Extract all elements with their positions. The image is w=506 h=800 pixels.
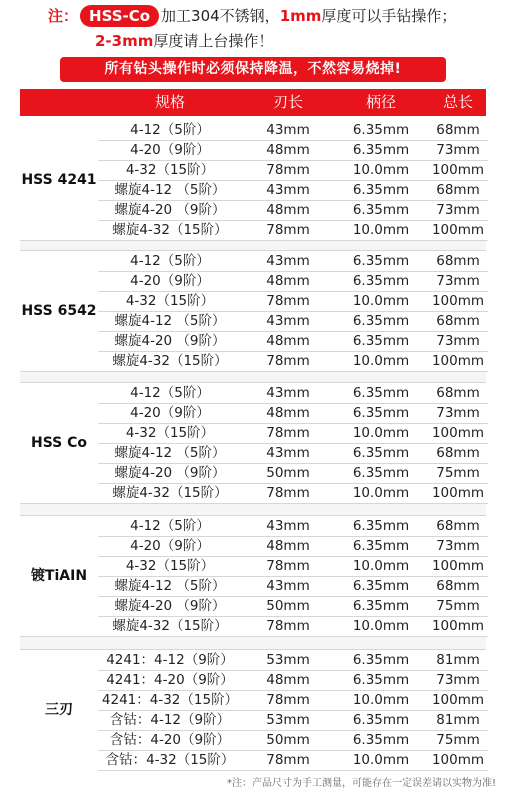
note-prefix: 注： (48, 7, 79, 25)
shank-cell: 6.35mm (352, 445, 410, 461)
total-length-cell: 73mm (436, 273, 480, 289)
spec-cell: 4241：4-32（15阶） (101, 692, 239, 708)
blade-length-cell: 53mm (266, 712, 310, 728)
group-name: HSS Co (30, 435, 88, 451)
total-length-cell: 100mm (431, 425, 485, 441)
blade-length-cell: 48mm (266, 333, 310, 349)
total-length-cell: 100mm (431, 293, 485, 309)
table-row (98, 423, 488, 444)
total-length-cell: 75mm (436, 598, 480, 614)
table-row (98, 556, 488, 577)
table-row (98, 516, 488, 537)
shank-cell: 10.0mm (352, 692, 410, 708)
shank-cell: 6.35mm (352, 313, 410, 329)
group-separator (20, 240, 486, 251)
note-text-1: 加工304不锈钢， (161, 7, 280, 25)
total-length-cell: 100mm (431, 618, 485, 634)
group-4 (20, 650, 488, 770)
shank-cell: 6.35mm (352, 253, 410, 269)
shank-cell: 6.35mm (352, 333, 410, 349)
total-length-cell: 73mm (436, 672, 480, 688)
header-shank: 柄径 (365, 93, 396, 111)
blade-length-cell: 50mm (266, 465, 310, 481)
blade-length-cell: 43mm (266, 578, 310, 594)
spec-cell: 4-32（15阶） (125, 558, 215, 574)
group-name: HSS 4241 (21, 172, 97, 188)
group-1 (20, 251, 488, 371)
total-length-cell: 100mm (431, 692, 485, 708)
total-length-cell: 73mm (436, 538, 480, 554)
table-row (98, 483, 488, 504)
table-row (98, 616, 488, 637)
spec-cell: 4241：4-20（9阶） (106, 672, 234, 688)
table-row (98, 200, 488, 221)
warning-banner: 所有钻头操作时必须保持降温，不然容易烧掉! (60, 57, 446, 82)
spec-cell: 螺旋4-12 （5阶） (114, 578, 226, 594)
table-row (98, 271, 488, 292)
total-length-cell: 68mm (436, 313, 480, 329)
blade-length-cell: 43mm (266, 518, 310, 534)
table-row (98, 443, 488, 464)
blade-length-cell: 43mm (266, 385, 310, 401)
blade-length-cell: 50mm (266, 598, 310, 614)
spec-cell: 含钴：4-20（9阶） (109, 732, 231, 748)
shank-cell: 6.35mm (352, 518, 410, 534)
shank-cell: 6.35mm (352, 202, 410, 218)
spec-cell: 螺旋4-20 （9阶） (114, 598, 226, 614)
shank-cell: 10.0mm (352, 558, 410, 574)
table-header (20, 89, 486, 116)
shank-cell: 10.0mm (352, 485, 410, 501)
table-row (98, 576, 488, 597)
spec-cell: 螺旋4-32（15阶） (112, 353, 228, 369)
shank-cell: 10.0mm (352, 425, 410, 441)
note-text-2: 厚度可以手钻操作； (321, 7, 457, 25)
blade-length-cell: 43mm (266, 253, 310, 269)
blade-length-cell: 78mm (266, 222, 310, 238)
blade-length-cell: 78mm (266, 752, 310, 768)
spec-cell: 4-20（9阶） (130, 142, 210, 158)
total-length-cell: 73mm (436, 202, 480, 218)
table-row (98, 690, 488, 711)
header-spec: 规格 (154, 93, 185, 111)
total-length-cell: 68mm (436, 518, 480, 534)
spec-cell: 4241：4-12（9阶） (106, 652, 234, 668)
group-separator (20, 371, 486, 383)
spec-cell: 螺旋4-20 （9阶） (114, 202, 226, 218)
group-0 (20, 120, 488, 240)
total-length-cell: 73mm (436, 333, 480, 349)
blade-length-cell: 48mm (266, 538, 310, 554)
spec-cell: 螺旋4-32（15阶） (112, 618, 228, 634)
shank-cell: 6.35mm (352, 122, 410, 138)
total-length-cell: 68mm (436, 578, 480, 594)
shank-cell: 6.35mm (352, 273, 410, 289)
total-length-cell: 68mm (436, 122, 480, 138)
spec-cell: 4-12（5阶） (130, 122, 210, 138)
group-2 (20, 383, 488, 503)
blade-length-cell: 78mm (266, 692, 310, 708)
hss-co-badge: HSS-Co (80, 5, 159, 27)
spec-cell: 螺旋4-20 （9阶） (114, 465, 226, 481)
group-separator (20, 503, 486, 516)
total-length-cell: 68mm (436, 182, 480, 198)
spec-cell: 4-32（15阶） (125, 293, 215, 309)
blade-length-cell: 48mm (266, 672, 310, 688)
total-length-cell: 68mm (436, 385, 480, 401)
header-blade-length: 刃长 (272, 93, 303, 111)
spec-cell: 4-12（5阶） (130, 385, 210, 401)
blade-length-cell: 78mm (266, 425, 310, 441)
table-row (98, 650, 488, 671)
blade-length-cell: 48mm (266, 202, 310, 218)
group-name: 镀TiAIN (30, 568, 88, 584)
table-row (98, 536, 488, 557)
blade-length-cell: 43mm (266, 182, 310, 198)
table-row (98, 463, 488, 484)
total-length-cell: 100mm (431, 558, 485, 574)
shank-cell: 6.35mm (352, 142, 410, 158)
spec-cell: 含钴：4-32（15阶） (105, 752, 235, 768)
spec-cell: 螺旋4-32（15阶） (112, 222, 228, 238)
note-text (48, 4, 488, 54)
shank-cell: 10.0mm (352, 162, 410, 178)
table-row (98, 291, 488, 312)
shank-cell: 6.35mm (352, 732, 410, 748)
table-row (98, 311, 488, 332)
shank-cell: 6.35mm (352, 405, 410, 421)
shank-cell: 6.35mm (352, 385, 410, 401)
spec-cell: 含钴：4-12（9阶） (109, 712, 231, 728)
blade-length-cell: 78mm (266, 353, 310, 369)
spec-cell: 螺旋4-20 （9阶） (114, 333, 226, 349)
spec-cell: 4-20（9阶） (130, 538, 210, 554)
table-row (98, 596, 488, 617)
shank-cell: 10.0mm (352, 293, 410, 309)
group-name: HSS 6542 (21, 303, 97, 319)
table-row (98, 403, 488, 424)
total-length-cell: 81mm (436, 652, 480, 668)
table-row (98, 251, 488, 272)
shank-cell: 6.35mm (352, 672, 410, 688)
table-row (98, 331, 488, 352)
table-row (98, 670, 488, 691)
blade-length-cell: 48mm (266, 405, 310, 421)
spec-cell: 4-32（15阶） (125, 425, 215, 441)
table-row (98, 160, 488, 181)
note-red-1: 1mm (279, 7, 322, 25)
table-row (98, 180, 488, 201)
table-row (98, 351, 488, 372)
table-row (98, 120, 488, 141)
spec-cell: 螺旋4-12 （5阶） (114, 313, 226, 329)
total-length-cell: 75mm (436, 732, 480, 748)
total-length-cell: 68mm (436, 253, 480, 269)
table-row (98, 140, 488, 161)
total-length-cell: 100mm (431, 752, 485, 768)
blade-length-cell: 43mm (266, 122, 310, 138)
blade-length-cell: 43mm (266, 445, 310, 461)
total-length-cell: 68mm (436, 445, 480, 461)
note-red-2: 2-3mm (95, 32, 154, 50)
total-length-cell: 81mm (436, 712, 480, 728)
blade-length-cell: 48mm (266, 142, 310, 158)
shank-cell: 6.35mm (352, 538, 410, 554)
blade-length-cell: 53mm (266, 652, 310, 668)
blade-length-cell: 48mm (266, 273, 310, 289)
spec-cell: 螺旋4-12 （5阶） (114, 182, 226, 198)
table-row (98, 220, 488, 241)
shank-cell: 10.0mm (352, 222, 410, 238)
total-length-cell: 100mm (431, 162, 485, 178)
total-length-cell: 100mm (431, 222, 485, 238)
table-row (98, 750, 488, 771)
group-name: 三刃 (45, 702, 73, 718)
total-length-cell: 100mm (431, 353, 485, 369)
spec-cell: 螺旋4-32（15阶） (112, 485, 228, 501)
blade-length-cell: 50mm (266, 732, 310, 748)
table-row (98, 730, 488, 751)
spec-cell: 4-32（15阶） (125, 162, 215, 178)
shank-cell: 10.0mm (352, 353, 410, 369)
shank-cell: 10.0mm (352, 752, 410, 768)
blade-length-cell: 78mm (266, 618, 310, 634)
blade-length-cell: 43mm (266, 313, 310, 329)
shank-cell: 6.35mm (352, 182, 410, 198)
total-length-cell: 100mm (431, 485, 485, 501)
footnote: *注：产品尺寸为手工测量，可能存在一定误差请以实物为准! (226, 778, 496, 789)
blade-length-cell: 78mm (266, 162, 310, 178)
shank-cell: 6.35mm (352, 598, 410, 614)
group-separator (20, 636, 486, 650)
group-3 (20, 516, 488, 636)
note-text-3: 厚度请上台操作！ (153, 32, 274, 50)
spec-cell: 4-20（9阶） (130, 273, 210, 289)
spec-cell: 螺旋4-12 （5阶） (114, 445, 226, 461)
spec-cell: 4-12（5阶） (130, 518, 210, 534)
shank-cell: 6.35mm (352, 712, 410, 728)
blade-length-cell: 78mm (266, 293, 310, 309)
spec-cell: 4-20（9阶） (130, 405, 210, 421)
shank-cell: 6.35mm (352, 652, 410, 668)
shank-cell: 10.0mm (352, 618, 410, 634)
spec-cell: 4-12（5阶） (130, 253, 210, 269)
blade-length-cell: 78mm (266, 485, 310, 501)
shank-cell: 6.35mm (352, 465, 410, 481)
table-row (98, 383, 488, 404)
total-length-cell: 73mm (436, 142, 480, 158)
total-length-cell: 75mm (436, 465, 480, 481)
total-length-cell: 73mm (436, 405, 480, 421)
table-row (98, 710, 488, 731)
header-total-length: 总长 (442, 93, 473, 111)
blade-length-cell: 78mm (266, 558, 310, 574)
shank-cell: 6.35mm (352, 578, 410, 594)
